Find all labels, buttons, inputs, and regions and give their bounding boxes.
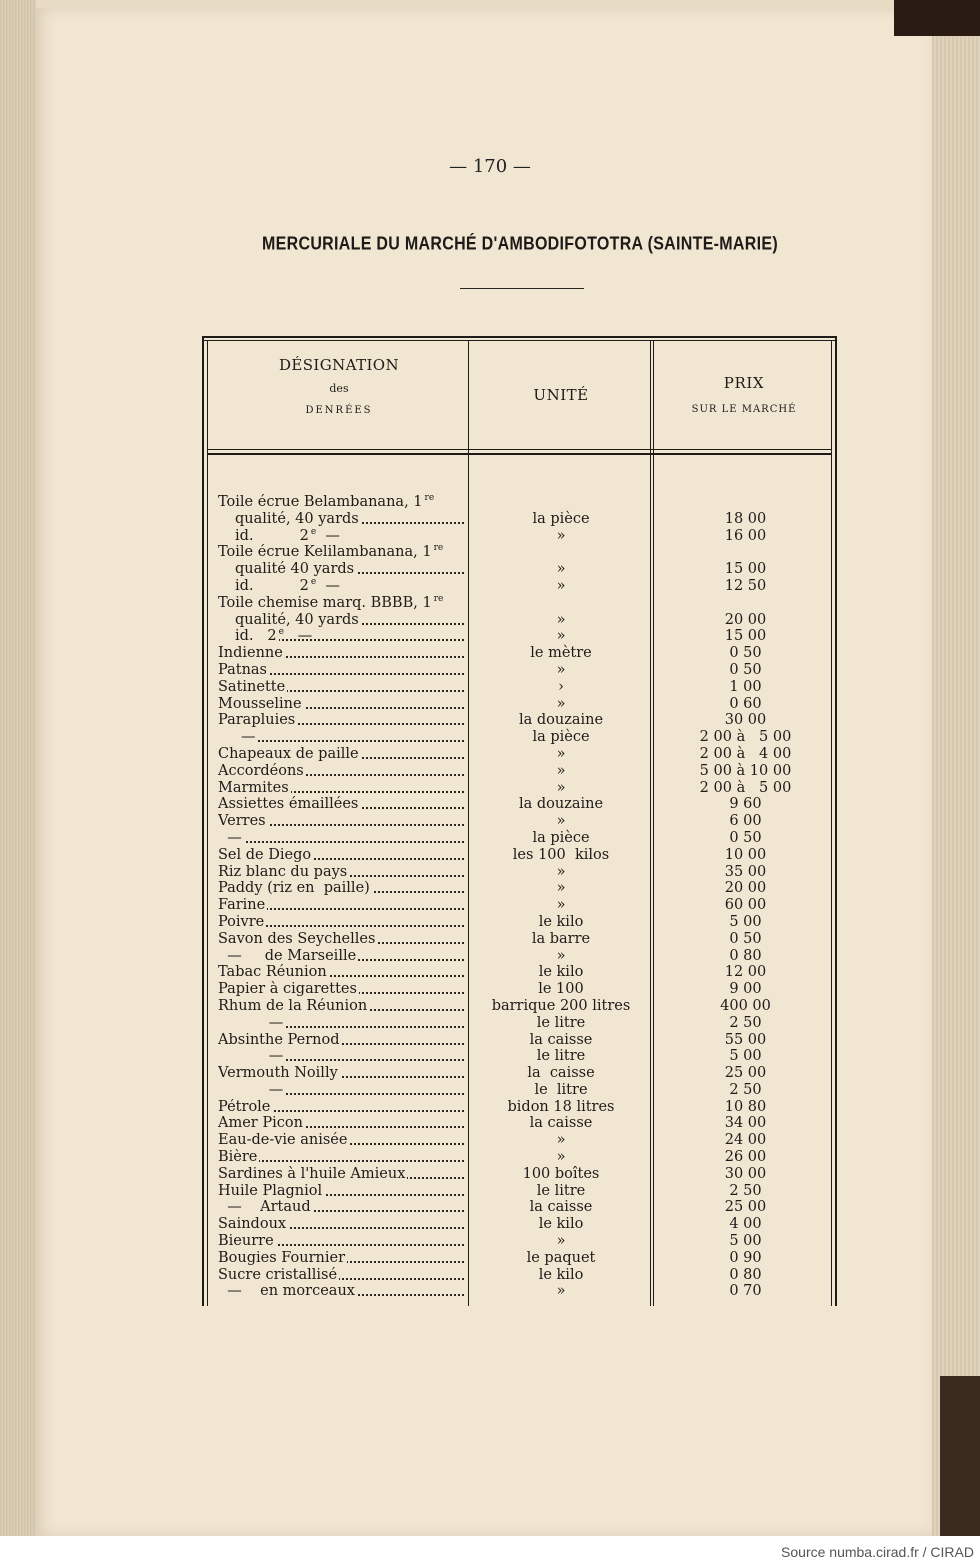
cell-designation	[218, 712, 464, 729]
cell-prix: 0 60	[729, 695, 762, 712]
table-row	[202, 494, 837, 511]
cell-designation	[218, 696, 464, 713]
cell-designation	[218, 948, 464, 965]
cell-designation	[218, 830, 464, 847]
title-rule	[460, 288, 584, 289]
cell-designation	[218, 1216, 464, 1233]
table-row	[202, 729, 837, 746]
designation-text: Huile Plagniol	[218, 1182, 323, 1199]
cell-designation	[218, 897, 464, 914]
cell-unite: »	[556, 611, 566, 628]
cell-designation	[235, 511, 464, 528]
cell-unite: »	[556, 779, 566, 796]
cell-prix: 10 00	[724, 846, 767, 863]
table-row	[202, 847, 837, 864]
cell-prix: 0 50	[729, 930, 762, 947]
table-row	[202, 897, 837, 914]
designation-text: Pétrole	[218, 1098, 271, 1115]
designation-text: Amer Picon	[218, 1115, 303, 1132]
cell-unite: »	[556, 947, 566, 964]
cell-unite: la pièce	[532, 510, 590, 527]
cell-designation	[218, 1250, 464, 1267]
designation-text: id. 2	[235, 628, 277, 645]
binding-corner	[894, 0, 980, 36]
cell-unite: »	[556, 880, 566, 897]
table-row	[202, 1032, 837, 1049]
cell-prix: 2 00 à 5 00	[699, 729, 792, 746]
cell-prix: 400 00	[720, 997, 771, 1014]
table-row	[202, 998, 837, 1015]
designation-text: Toile écrue Belambanana, 1	[218, 494, 423, 510]
cell-designation	[235, 628, 464, 645]
cell-prix: 6 00	[729, 813, 762, 830]
table-row	[202, 1166, 837, 1183]
superscript: re	[433, 594, 444, 604]
cell-prix: 25 00	[724, 1065, 767, 1082]
header-designation-title: DÉSIGNATION	[278, 356, 400, 374]
table-row	[202, 880, 837, 897]
cell-prix: 2 50	[729, 1081, 762, 1098]
cell-prix: 20 00	[724, 880, 767, 897]
table-row	[202, 1082, 837, 1099]
cell-designation	[218, 729, 464, 746]
table-row	[202, 1233, 837, 1250]
cell-prix: 0 90	[729, 1249, 762, 1266]
table-row	[202, 948, 837, 965]
cell-unite: le kilo	[538, 1216, 584, 1233]
designation-text: Assiettes émaillées	[218, 796, 359, 813]
designation-text: Mousseline	[218, 695, 302, 712]
designation-text: Absinthe Pernod	[218, 1031, 340, 1048]
cell-designation	[218, 1048, 464, 1065]
designation-text: Bieurre	[218, 1233, 274, 1250]
cell-designation	[218, 662, 464, 679]
cell-unite: »	[556, 577, 566, 594]
cell-designation	[218, 813, 464, 830]
table-row	[202, 1216, 837, 1233]
cell-designation	[218, 763, 464, 780]
designation-text: Savon des Seychelles	[218, 930, 376, 947]
cell-designation	[235, 528, 464, 545]
superscript: e	[310, 577, 317, 587]
cell-designation	[235, 612, 464, 629]
designation-text: Vermouth Noilly	[218, 1065, 338, 1082]
designation-text: Toile chemise marq. BBBB, 1	[218, 594, 432, 611]
table-top-rule	[202, 336, 837, 338]
cell-prix: 16 00	[724, 527, 767, 544]
cell-designation	[218, 1149, 464, 1166]
cell-prix: 24 00	[724, 1132, 767, 1149]
designation-text: Patnas	[218, 661, 268, 678]
cell-prix: 5 00	[729, 913, 762, 930]
cell-designation	[218, 1015, 464, 1032]
designation-text: id. 2	[235, 527, 309, 544]
header-prix	[654, 374, 834, 415]
cell-designation	[218, 1115, 464, 1132]
table-row	[202, 1283, 837, 1300]
designation-text: Chapeaux de paille	[218, 745, 359, 762]
cell-designation	[218, 1183, 464, 1200]
cell-designation	[218, 880, 464, 897]
header-rule-top	[208, 449, 831, 450]
designation-text: Satinette	[218, 678, 286, 695]
designation-text: Verres	[218, 813, 266, 830]
cell-prix: 0 50	[729, 661, 762, 678]
table-row	[202, 763, 837, 780]
cell-unite: »	[556, 1132, 566, 1149]
table-row	[202, 981, 837, 998]
designation-text: Rhum de la Réunion	[218, 997, 368, 1014]
cell-unite: »	[556, 695, 566, 712]
table-row	[202, 964, 837, 981]
designation-text: Saindoux	[218, 1216, 287, 1233]
cell-prix: 4 00	[729, 1216, 762, 1233]
cell-unite: »	[556, 762, 566, 779]
cell-designation	[218, 1166, 464, 1183]
designation-text: Bière	[218, 1149, 258, 1166]
cell-unite: le paquet	[526, 1249, 596, 1266]
cell-designation	[218, 679, 464, 696]
designation-text: —	[218, 1048, 284, 1065]
superscript: e	[310, 527, 317, 537]
cell-prix: 5 00	[729, 1048, 762, 1065]
table-row	[202, 1267, 837, 1284]
table-row	[202, 612, 837, 629]
designation-text: Eau-de-vie anisée	[218, 1132, 348, 1149]
cell-unite: »	[556, 661, 566, 678]
table-row	[202, 679, 837, 696]
cell-prix: 12 00	[724, 964, 767, 981]
cell-prix: 2 50	[729, 1182, 762, 1199]
designation-text: Sel de Diego	[218, 846, 312, 863]
cell-designation	[218, 847, 464, 864]
cell-unite: »	[556, 561, 566, 578]
cell-unite: »	[556, 1233, 566, 1250]
designation-text: qualité, 40 yards	[235, 611, 359, 628]
table-row	[202, 780, 837, 797]
cell-prix: 12 50	[724, 577, 767, 594]
cell-designation	[218, 981, 464, 998]
cell-prix: 55 00	[724, 1031, 767, 1048]
cell-designation	[218, 796, 464, 813]
cell-designation	[218, 864, 464, 881]
cell-unite: »	[556, 628, 566, 645]
cell-prix: 9 60	[729, 796, 762, 813]
table-row	[202, 931, 837, 948]
table-row	[202, 914, 837, 931]
cell-prix: 25 00	[724, 1199, 767, 1216]
cell-unite: la pièce	[532, 829, 590, 846]
table-row	[202, 1015, 837, 1032]
cell-designation	[218, 964, 464, 981]
cell-unite: le litre	[536, 1048, 586, 1065]
cell-designation	[218, 1099, 464, 1116]
cell-unite: »	[556, 897, 566, 914]
superscript: e	[278, 628, 284, 638]
designation-text: Bougies Fournier	[218, 1249, 346, 1266]
cell-prix: 5 00	[729, 1233, 762, 1250]
cell-unite: les 100 kilos	[512, 846, 610, 863]
designation-text: Poivre	[218, 913, 265, 930]
cell-designation	[218, 746, 464, 763]
cell-unite: la caisse	[529, 1115, 593, 1132]
designation-text: Indienne	[218, 645, 283, 662]
table-row	[202, 813, 837, 830]
designation-text: Accordéons	[218, 762, 304, 779]
designation-text: — Artaud	[218, 1199, 311, 1216]
table-row	[202, 1132, 837, 1149]
designation-text: —	[218, 729, 256, 746]
cell-unite: ›	[558, 678, 564, 695]
cell-unite: »	[556, 527, 566, 544]
table-row	[202, 1065, 837, 1082]
cell-unite: la caisse	[529, 1199, 593, 1216]
designation-tail: —	[283, 628, 313, 645]
superscript: re	[433, 544, 444, 554]
cell-prix: 18 00	[724, 510, 767, 527]
cell-prix: 30 00	[724, 1165, 767, 1182]
table-row	[202, 1250, 837, 1267]
header-unite: UNITÉ	[533, 386, 589, 404]
cell-unite: »	[556, 863, 566, 880]
cell-prix: 9 00	[729, 981, 762, 998]
designation-text: Toile écrue Kelilambanana, 1	[218, 544, 432, 561]
cell-designation	[218, 931, 464, 948]
designation-text: — de Marseille	[218, 947, 357, 964]
table-top-rule-inner	[202, 340, 837, 341]
cell-prix: 60 00	[724, 897, 767, 914]
cell-unite: »	[556, 813, 566, 830]
designation-text: Marmites	[218, 779, 289, 796]
cell-prix: 10 80	[724, 1098, 767, 1115]
designation-text: —	[218, 829, 242, 846]
cell-designation	[218, 1065, 464, 1082]
cell-unite: le kilo	[538, 913, 584, 930]
cell-prix: 35 00	[724, 863, 767, 880]
table-row	[202, 561, 837, 578]
cell-prix: 0 50	[729, 829, 762, 846]
designation-text: Sucre cristallisé	[218, 1266, 338, 1283]
cell-unite: le litre	[536, 1182, 586, 1199]
designation-text: Parapluies	[218, 712, 296, 729]
table-row	[202, 712, 837, 729]
table-row	[202, 1115, 837, 1132]
cell-designation	[218, 1082, 464, 1099]
table-row	[202, 578, 837, 595]
cell-unite: »	[556, 1283, 566, 1300]
superscript: re	[424, 494, 435, 503]
cell-unite: »	[556, 745, 566, 762]
cell-designation	[218, 645, 464, 662]
designation-text: Paddy (riz en paille)	[218, 880, 370, 897]
cell-prix: 1 00	[729, 678, 762, 695]
table-row	[202, 746, 837, 763]
designation-text: qualité 40 yards	[235, 561, 355, 578]
cell-unite: le 100	[538, 981, 584, 998]
cell-designation	[218, 914, 464, 931]
header-prix-title: PRIX	[723, 374, 765, 392]
cell-unite: le kilo	[538, 1266, 584, 1283]
cell-designation	[218, 494, 464, 511]
designation-tail: —	[316, 527, 340, 544]
cell-unite: bidon 18 litres	[507, 1098, 615, 1115]
cell-designation	[235, 578, 464, 595]
table-row	[202, 544, 837, 561]
page-title: MERCURIALE DU MARCHÉ D'AMBODIFOTOTRA (SAINTE-MARIE)	[262, 234, 778, 255]
table-row	[202, 1183, 837, 1200]
page-number: — 170 —	[449, 156, 531, 177]
cell-designation	[218, 1132, 464, 1149]
table-row	[202, 528, 837, 545]
table-row	[202, 511, 837, 528]
cell-unite: la douzaine	[518, 796, 604, 813]
designation-text: Tabac Réunion	[218, 964, 327, 981]
cell-unite: le litre	[534, 1081, 588, 1098]
designation-text: — en morceaux	[218, 1283, 355, 1300]
cell-designation	[218, 595, 464, 612]
header-rule-bottom	[208, 453, 831, 455]
designation-text: —	[218, 1014, 284, 1031]
binding-edge	[940, 1376, 980, 1536]
cell-designation	[218, 544, 464, 561]
cell-unite: barrique 200 litres	[491, 997, 631, 1014]
cell-prix: 20 00	[724, 611, 767, 628]
cell-prix: 2 00 à 5 00	[699, 779, 792, 796]
page-edge-right	[932, 0, 980, 1536]
header-prix-subtitle: SUR LE MARCHÉ	[691, 404, 797, 415]
table-row	[202, 696, 837, 713]
cell-prix: 34 00	[724, 1115, 767, 1132]
cell-designation	[218, 1032, 464, 1049]
cell-prix: 15 00	[724, 628, 767, 645]
header-designation-denrees: DENRÉES	[305, 405, 373, 416]
table-row	[202, 662, 837, 679]
cell-unite: le litre	[536, 1014, 586, 1031]
footer	[0, 1536, 980, 1566]
table-row	[202, 1149, 837, 1166]
page-edge-left	[0, 0, 36, 1536]
cell-unite: la caisse	[527, 1065, 595, 1082]
cell-prix: 0 80	[729, 947, 762, 964]
cell-prix: 5 00 à 10 00	[699, 762, 792, 779]
designation-text: Farine	[218, 897, 266, 914]
cell-prix: 30 00	[724, 712, 767, 729]
cell-unite: »	[556, 1149, 566, 1166]
cell-unite: le mètre	[530, 645, 592, 662]
cell-prix: 0 50	[729, 645, 762, 662]
table-row	[202, 796, 837, 813]
designation-text: qualité, 40 yards	[235, 510, 359, 527]
table-row	[202, 830, 837, 847]
designation-tail: —	[316, 577, 340, 594]
cell-designation	[235, 561, 464, 578]
designation-text: —	[218, 1081, 284, 1098]
designation-text: id. 2	[235, 577, 309, 594]
cell-designation	[218, 998, 464, 1015]
table-row	[202, 864, 837, 881]
cell-prix: 26 00	[724, 1149, 767, 1166]
table-row	[202, 1199, 837, 1216]
table-row	[202, 628, 837, 645]
cell-designation	[218, 1267, 464, 1284]
cell-designation	[218, 1199, 464, 1216]
table-row	[202, 1048, 837, 1065]
source-credit: Source numba.cirad.fr / CIRAD	[781, 1544, 974, 1560]
cell-designation	[218, 780, 464, 797]
cell-designation	[218, 1233, 464, 1250]
table-row	[202, 1099, 837, 1116]
cell-prix: 2 50	[729, 1014, 762, 1031]
table-body	[202, 494, 837, 1300]
table-row	[202, 595, 837, 612]
price-table	[202, 336, 837, 1306]
cell-unite: la barre	[531, 930, 591, 947]
header-designation-des: des	[329, 382, 349, 395]
cell-unite: la douzaine	[518, 712, 604, 729]
cell-unite: la caisse	[529, 1031, 593, 1048]
cell-prix: 0 70	[729, 1283, 762, 1300]
cell-unite: 100 boîtes	[522, 1165, 600, 1182]
cell-prix: 15 00	[724, 561, 767, 578]
designation-text: Sardines à l'huile Amieux	[218, 1165, 406, 1182]
cell-prix: 2 00 à 4 00	[699, 745, 792, 762]
designation-text: Riz blanc du pays	[218, 863, 348, 880]
cell-unite: la pièce	[532, 729, 590, 746]
cell-prix: 0 80	[729, 1266, 762, 1283]
header-designation	[210, 356, 468, 416]
designation-text: Papier à cigarettes	[218, 981, 357, 998]
table-row	[202, 645, 837, 662]
cell-designation	[218, 1283, 464, 1300]
cell-unite: le kilo	[538, 964, 584, 981]
